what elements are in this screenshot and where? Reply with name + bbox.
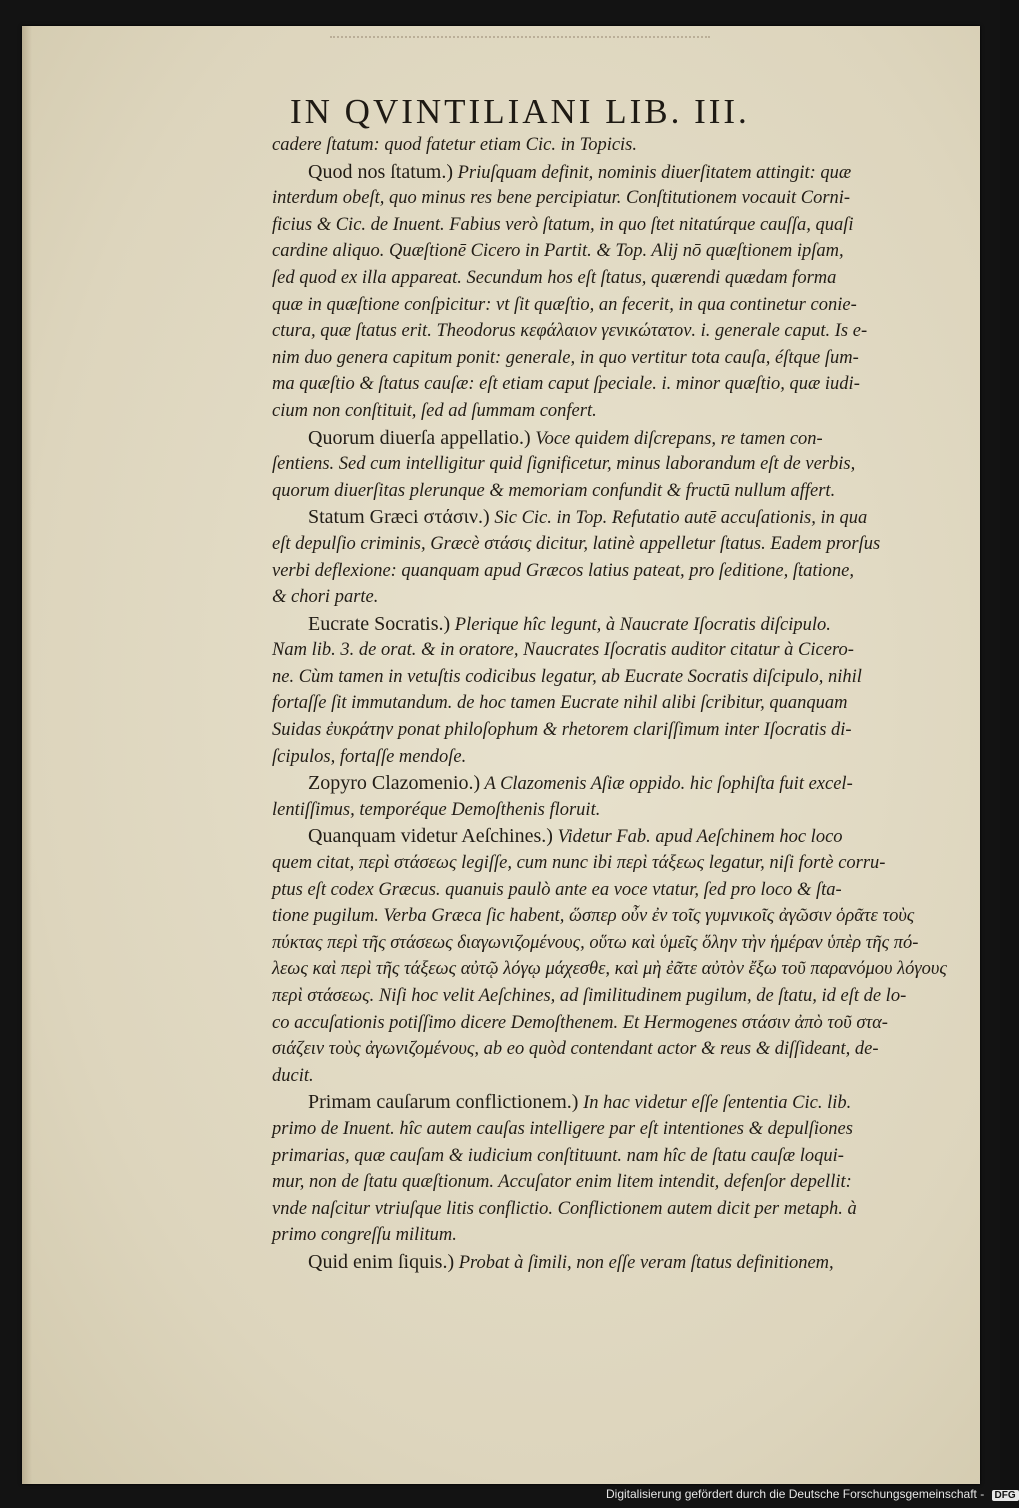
line-text: interdum obeſt, quo minus res bene percipiatur. Conſtitutionem vocauit Corni-: [272, 188, 851, 209]
text-line: [272, 318, 972, 345]
line-text: lentiſſimus, temporéque Demoſthenis floruit.: [272, 799, 601, 820]
line-text: λεως καὶ περὶ τῆς τάξεως αὐτῷ λόγῳ μάχεσθε, καὶ μὴ ἐᾶτε αὐτὸν ἔξω τοῦ παρανόμου λόγους: [272, 959, 947, 980]
commentary-text: [272, 132, 972, 1276]
text-line: [272, 1116, 972, 1143]
line-text: Sic Cic. in Top. Refutatio autē accuſationis, in qua: [489, 508, 868, 529]
line-text: ſentiens. Sed cum intelligitur quid ſignificetur, minus laborandum eſt de verbis,: [272, 454, 856, 475]
text-line: [272, 850, 972, 877]
line-text: περὶ στάσεως. Niſi hoc velit Aeſchines, ad ſimilitudinem pugilum, de ſtatu, id eſt de lo-: [272, 986, 907, 1006]
line-text: nim duo genera capitum ponit: generale, in quo vertitur tota cauſa, éſtque ſum-: [272, 347, 859, 368]
text-line: [272, 903, 972, 930]
line-text: quorum diuerſitas plerunque & memoriam confundit & fructū nullum affert.: [272, 480, 836, 501]
text-line: [272, 930, 972, 957]
text-line: [272, 1222, 972, 1249]
text-line: [272, 185, 972, 212]
line-text: A Clazomenis Aſiæ oppido. hic ſophiſta fuit excel-: [480, 774, 853, 795]
lemma: Primam cauſarum conflictionem.): [308, 1091, 579, 1114]
line-text: eſt depulſio criminis, Græcè στάσις dicitur, latinè appelletur ſtatus. Eadem prorſus: [272, 533, 881, 554]
text-line: [272, 1063, 972, 1090]
text-line: [272, 770, 972, 797]
text-line: [272, 1036, 972, 1063]
text-line: [272, 983, 972, 1010]
line-text: primarias, quæ cauſam & iudicium conſtituunt. nam hîc de ſtatu cauſæ loqui-: [272, 1145, 844, 1166]
text-line: [272, 159, 972, 186]
line-text: Suidas ἐυκράτην ponat philoſophum & rhetorem clariſſimum inter Iſocratis di-: [272, 720, 852, 741]
text-line: [272, 717, 972, 744]
text-line: [272, 371, 972, 398]
lemma: Quid enim ſiquis.): [308, 1250, 455, 1273]
line-text: ma quæſtio & ſtatus cauſæ: eſt etiam caput ſpeciale. i. minor quæſtio, quæ iudi-: [272, 374, 860, 395]
line-text: In hac videtur eſſe ſententia Cic. lib.: [578, 1093, 852, 1114]
line-text: cadere ſtatum: quod fatetur etiam Cic. in Topicis.: [272, 135, 638, 155]
line-text: mur, non de ſtatu quæſtionum. Accuſator enim litem intendit, defenſor depellit:: [272, 1172, 852, 1193]
text-line: [272, 1169, 972, 1196]
text-line: [272, 637, 972, 664]
line-text: ducit.: [272, 1065, 314, 1086]
lemma: Quod nos ſtatum.): [308, 160, 453, 183]
text-line: [272, 664, 972, 691]
digitization-footer: [606, 1487, 1019, 1501]
line-text: vnde naſcitur vtriuſque litis conflictio. Conflictionem autem dicit per metaph. à: [272, 1198, 857, 1219]
text-line: [272, 478, 972, 505]
lemma: Quanquam videtur Aeſchines.): [308, 825, 553, 848]
line-text: Probat à ſimili, non eſſe veram ſtatus definitionem,: [454, 1252, 834, 1273]
line-text: ſcipulos, fortaſſe mendoſe.: [272, 746, 467, 767]
text-line: [272, 504, 972, 531]
line-text: Voce quidem diſcrepans, re tamen con-: [530, 428, 823, 449]
line-text: ptus eſt codex Græcus. quanuis paulò ante ea voce vtatur, ſed pro loco & ſta-: [272, 879, 842, 900]
line-text: fortaſſe ſit immutandum. de hoc tamen Eucrate nihil alibi ſcribitur, quanquam: [272, 693, 848, 714]
text-line: [272, 797, 972, 824]
lemma: Quorum diuerſa appellatio.): [308, 426, 531, 449]
line-text: quæ in quæſtione conſpicitur: vt ſit quæſtio, an fecerit, in qua continetur conie-: [272, 294, 857, 315]
running-head: IN QVINTILIANI LIB. III.: [290, 92, 750, 131]
text-line: [272, 611, 972, 638]
line-text: Priuſquam definit, nominis diuerſitatem attingit: quæ: [453, 162, 852, 183]
line-text: σιάζειν τοὺς ἀγωνιζομένους, ab eo quòd contendant actor & reus & diſſideant, de-: [272, 1039, 879, 1060]
text-line: [272, 212, 972, 239]
line-text: & chori parte.: [272, 587, 379, 608]
text-line: [272, 425, 972, 452]
text-line: [272, 265, 972, 292]
text-line: [272, 690, 972, 717]
text-line: [272, 584, 972, 611]
line-text: ſed quod ex illa appareat. Secundum hos eſt ſtatus, quærendi quædam forma: [272, 267, 837, 288]
line-text: quem citat, περὶ στάσεως legiſſe, cum nunc ibi περὶ τάξεως legatur, niſi fortè corru-: [272, 853, 886, 874]
text-line: [272, 1143, 972, 1170]
line-text: co accuſationis potiſſimo dicere Demoſthenem. Et Hermogenes στάσιν ἀπὸ τοῦ στα-: [272, 1012, 888, 1033]
line-text: primo de Inuent. hîc autem cauſas intelligere par eſt intentiones & depulſiones: [272, 1118, 853, 1139]
lemma: Eucrate Socratis.): [308, 612, 451, 635]
dfg-logo: DFG: [992, 1490, 1019, 1501]
line-text: πύκτας περὶ τῆς στάσεως διαγωνιζομένους, οὕτω καὶ ὑμεῖς ὅλην τὴν ἡμέραν ὑπὲρ τῆς πό-: [272, 932, 919, 953]
line-text: tione pugilum. Verba Græca ſic habent, ὥσπερ οὖν ἐν τοῖς γυμνικοῖς ἀγῶσιν ὁρᾶτε τοὺς: [272, 906, 915, 927]
lemma: Zopyro Clazomenio.): [308, 772, 481, 795]
line-text: ctura, quæ ſtatus erit. Theodorus κεφάλαιον γενικώτατον. i. generale caput. Is e-: [272, 321, 868, 342]
line-text: Plerique hîc legunt, à Naucrate Iſocratis diſcipulo.: [450, 614, 831, 635]
text-line: [272, 345, 972, 372]
line-text: ficius & Cic. de Inuent. Fabius verò ſtatum, in quo ſtet nitatúrque cauſſa, quaſi: [272, 214, 854, 235]
text-line: [272, 558, 972, 585]
text-line: [272, 531, 972, 558]
line-text: Nam lib. 3. de orat. & in oratore, Naucrates Iſocratis auditor citatur à Cicero-: [272, 640, 854, 661]
text-line: [272, 132, 972, 159]
text-line: [272, 823, 972, 850]
line-text: cardine aliquo. Quæſtionē Cicero in Partit. & Top. Alij nō quæſtionem ipſam,: [272, 241, 844, 262]
text-line: [272, 744, 972, 771]
lemma: Statum Græci στάσιν.): [308, 506, 490, 529]
line-text: primo congreſſu militum.: [272, 1225, 457, 1246]
text-line: [272, 398, 972, 425]
text-line: [272, 451, 972, 478]
text-line: [272, 1249, 972, 1276]
text-line: [272, 877, 972, 904]
page-gutter-shadow: [22, 26, 32, 1484]
line-text: ne. Cùm tamen in vetuſtis codicibus legatur, ab Eucrate Socratis diſcipulo, nihil: [272, 666, 862, 687]
footer-text: Digitalisierung gefördert durch die Deutsche Forschungsgemeinschaft -: [606, 1487, 985, 1501]
text-line: [272, 956, 972, 983]
line-text: verbi deflexione: quanquam apud Græcos latius pateat, pro ſeditione, ſtatione,: [272, 560, 854, 581]
text-line: [272, 1196, 972, 1223]
text-line: [272, 1010, 972, 1037]
text-line: [272, 292, 972, 319]
text-line: [272, 238, 972, 265]
line-text: cium non conſtituit, ſed ad ſummam confert.: [272, 400, 597, 421]
show-through-ornament: [330, 36, 710, 48]
line-text: Videtur Fab. apud Aeſchinem hoc loco: [552, 827, 843, 848]
text-line: [272, 1089, 972, 1116]
